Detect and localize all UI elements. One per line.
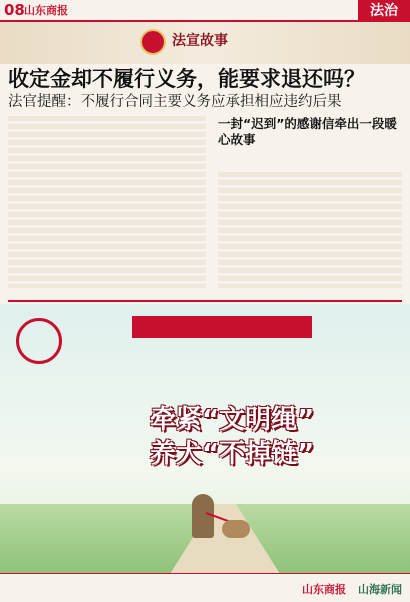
sub-headline: 法官提醒：不履行合同主要义务应承担相应违约后果 xyxy=(8,94,342,110)
footer-app-name: 山海新闻 xyxy=(358,583,402,596)
court-emblem-icon xyxy=(140,29,166,55)
civility-promo-banner xyxy=(0,304,410,574)
dog-figure xyxy=(222,520,250,538)
newspaper-name: 山东商报 xyxy=(24,4,68,17)
promo-title-line-1: 牵紧“文明绳” xyxy=(150,405,315,435)
article-body xyxy=(8,116,402,292)
page-header xyxy=(0,0,410,22)
column-title: 法宣故事 xyxy=(172,33,228,49)
section-divider xyxy=(8,300,402,302)
column-masthead xyxy=(0,22,410,64)
section-tag: 法治 xyxy=(358,0,410,20)
main-headline: 收定金却不履行义务，能要求退还吗？ xyxy=(8,67,365,91)
page-number: 08 xyxy=(4,1,25,19)
promo-slogan-box xyxy=(132,316,312,338)
side-story-text-column xyxy=(218,172,402,288)
page-footer xyxy=(0,573,410,602)
side-story-headline: 一封“迟到”的感谢信牵出一段暖心故事 xyxy=(218,116,397,147)
footer-brand: 山东商报 xyxy=(302,583,346,596)
civility-logo-icon xyxy=(16,318,62,364)
article-text-column xyxy=(8,116,206,288)
promo-title-line-2: 养犬“不掉链” xyxy=(150,439,315,469)
